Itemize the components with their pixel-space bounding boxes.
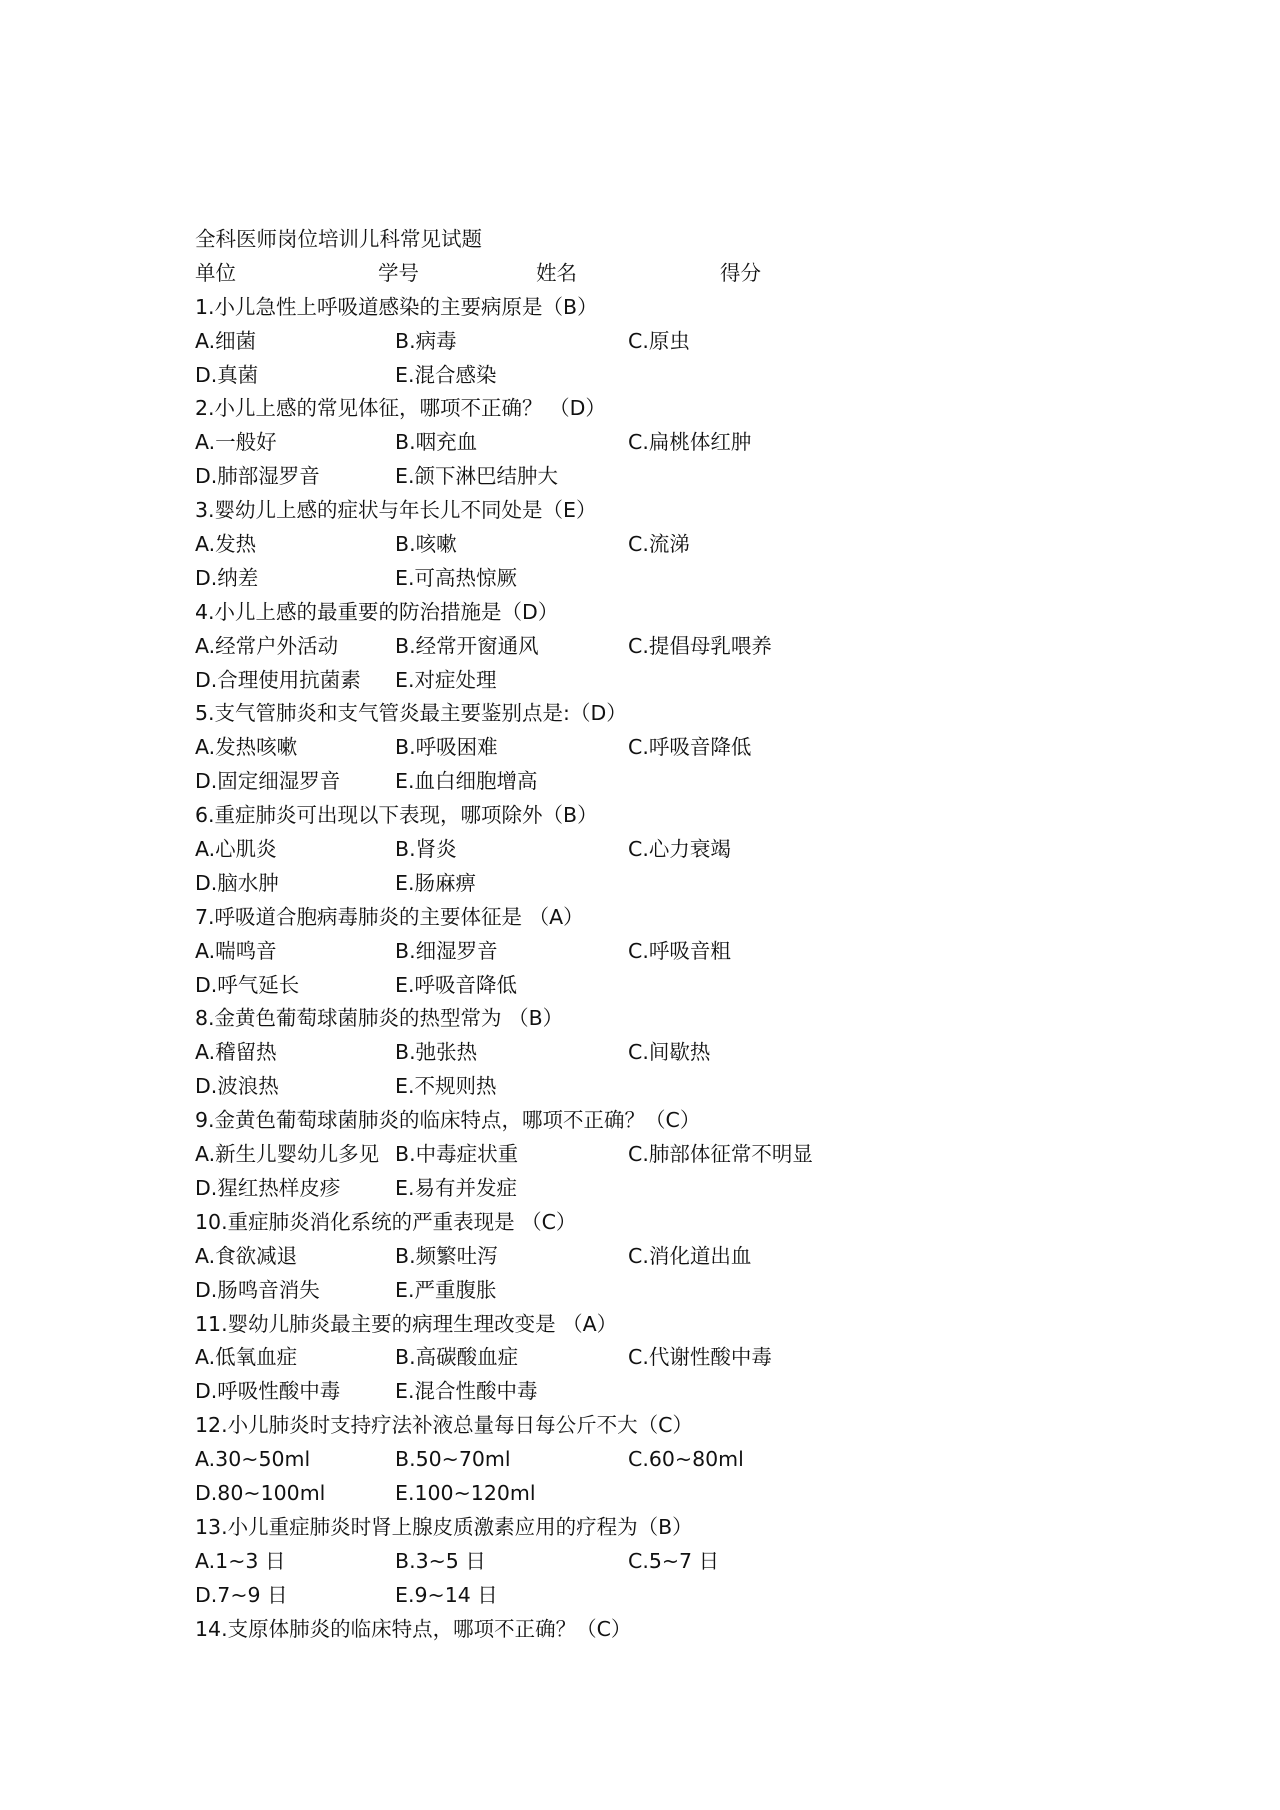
- option-item: E.混合感染: [395, 362, 497, 387]
- option-item: C.60~80ml: [628, 1447, 744, 1472]
- option-item: E.呼吸音降低: [395, 972, 517, 997]
- option-item: E.血白细胞增高: [395, 769, 538, 794]
- option-item: A.新生儿婴幼儿多见: [195, 1142, 380, 1167]
- header-field-unit: 单位: [195, 260, 236, 285]
- option-item: E.混合性酸中毒: [395, 1379, 538, 1404]
- question-text: 14.支原体肺炎的临床特点，哪项不正确？（C）: [195, 1616, 632, 1641]
- option-item: E.易有并发症: [395, 1175, 517, 1200]
- question-text: 8.金黄色葡萄球菌肺炎的热型常为 （B）: [195, 1006, 564, 1031]
- question-text: 4.小儿上感的最重要的防治措施是（D）: [195, 599, 559, 624]
- option-item: E.严重腹胀: [395, 1277, 497, 1302]
- option-row: [195, 426, 1095, 460]
- option-row: [195, 1545, 1095, 1579]
- option-row: [195, 562, 1095, 596]
- option-row: [195, 867, 1095, 901]
- question-text: 9.金黄色葡萄球菌肺炎的临床特点，哪项不正确？（C）: [195, 1108, 701, 1133]
- question-text: 13.小儿重症肺炎时肾上腺皮质激素应用的疗程为（B）: [195, 1514, 693, 1539]
- option-item: D.合理使用抗菌素: [195, 667, 361, 692]
- option-item: D.脑水肿: [195, 870, 279, 895]
- header-field-score: 得分: [720, 260, 761, 285]
- option-row: [195, 969, 1095, 1003]
- option-item: A.发热: [195, 532, 257, 557]
- option-row: [195, 1443, 1095, 1477]
- option-item: D.7~9 日: [195, 1582, 288, 1607]
- option-item: D.纳差: [195, 565, 259, 590]
- option-item: E.可高热惊厥: [395, 565, 517, 590]
- option-row: [195, 731, 1095, 765]
- option-item: A.细菌: [195, 328, 257, 353]
- option-item: E.对症处理: [395, 667, 497, 692]
- option-item: C.代谢性酸中毒: [628, 1345, 772, 1370]
- option-item: C.流涕: [628, 532, 690, 557]
- option-item: C.间歇热: [628, 1040, 711, 1065]
- option-item: C.消化道出血: [628, 1243, 752, 1268]
- option-row: [195, 1070, 1095, 1104]
- option-item: A.一般好: [195, 430, 277, 455]
- option-item: C.原虫: [628, 328, 690, 353]
- option-row: [195, 765, 1095, 799]
- header-fields: [195, 257, 1095, 291]
- option-row: [195, 1375, 1095, 1409]
- question-list: [195, 291, 1095, 1647]
- option-item: B.频繁吐泻: [395, 1243, 498, 1268]
- option-item: D.波浪热: [195, 1074, 279, 1099]
- exam-page: [195, 223, 1095, 1646]
- question-text: 2.小儿上感的常见体征，哪项不正确？ （D）: [195, 396, 606, 421]
- option-row: [195, 325, 1095, 359]
- option-item: B.50~70ml: [395, 1447, 511, 1472]
- option-item: D.猩红热样皮疹: [195, 1175, 341, 1200]
- option-item: D.呼气延长: [195, 972, 300, 997]
- option-item: E.肠麻痹: [395, 870, 476, 895]
- option-row: [195, 1341, 1095, 1375]
- option-item: B.细湿罗音: [395, 938, 498, 963]
- option-item: C.肺部体征常不明显: [628, 1142, 813, 1167]
- option-item: D.肺部湿罗音: [195, 464, 320, 489]
- option-row: [195, 1172, 1095, 1206]
- option-row: [195, 1036, 1095, 1070]
- option-row: [195, 833, 1095, 867]
- option-item: B.呼吸困难: [395, 735, 498, 760]
- option-row: [195, 460, 1095, 494]
- option-row: [195, 935, 1095, 969]
- question-text: 7.呼吸道合胞病毒肺炎的主要体征是 （A）: [195, 904, 584, 929]
- option-item: A.稽留热: [195, 1040, 277, 1065]
- document-title: 全科医师岗位培训儿科常见试题: [195, 227, 482, 251]
- option-item: C.呼吸音粗: [628, 938, 731, 963]
- option-item: B.病毒: [395, 328, 457, 353]
- option-row: [195, 1274, 1095, 1308]
- option-item: E.9~14 日: [395, 1582, 498, 1607]
- option-item: A.30~50ml: [195, 1447, 311, 1472]
- option-item: D.固定细湿罗音: [195, 769, 341, 794]
- option-row: [195, 528, 1095, 562]
- option-item: A.发热咳嗽: [195, 735, 298, 760]
- question-text: 6.重症肺炎可出现以下表现，哪项除外（B）: [195, 803, 598, 828]
- option-row: [195, 1579, 1095, 1613]
- question-text: 5.支气管肺炎和支气管炎最主要鉴别点是:（D）: [195, 701, 627, 726]
- option-item: E.100~120ml: [395, 1480, 536, 1505]
- option-item: B.弛张热: [395, 1040, 478, 1065]
- option-item: B.经常开窗通风: [395, 633, 539, 658]
- option-item: D.肠鸣音消失: [195, 1277, 320, 1302]
- option-item: A.心肌炎: [195, 837, 277, 862]
- option-row: [195, 630, 1095, 664]
- option-item: A.食欲减退: [195, 1243, 298, 1268]
- option-item: C.提倡母乳喂养: [628, 633, 772, 658]
- option-row: [195, 1477, 1095, 1511]
- option-item: A.经常户外活动: [195, 633, 339, 658]
- option-item: D.80~100ml: [195, 1480, 326, 1505]
- header-field-student-id: 学号: [378, 260, 419, 285]
- option-row: [195, 359, 1095, 393]
- option-item: D.真菌: [195, 362, 259, 387]
- option-item: B.高碳酸血症: [395, 1345, 519, 1370]
- option-item: A.低氧血症: [195, 1345, 298, 1370]
- option-item: C.呼吸音降低: [628, 735, 752, 760]
- question-text: 3.婴幼儿上感的症状与年长儿不同处是（E）: [195, 498, 597, 523]
- option-item: C.5~7 日: [628, 1548, 720, 1573]
- question-text: 10.重症肺炎消化系统的严重表现是 （C）: [195, 1209, 577, 1234]
- question-text: 1.小儿急性上呼吸道感染的主要病原是（B）: [195, 294, 598, 319]
- option-item: B.肾炎: [395, 837, 457, 862]
- option-row: [195, 1240, 1095, 1274]
- option-item: C.扁桃体红肿: [628, 430, 752, 455]
- question-text: 11.婴幼儿肺炎最主要的病理生理改变是 （A）: [195, 1311, 618, 1336]
- question-text: 12.小儿肺炎时支持疗法补液总量每日每公斤不大（C）: [195, 1413, 693, 1438]
- option-item: E.颌下淋巴结肿大: [395, 464, 558, 489]
- option-item: C.心力衰竭: [628, 837, 731, 862]
- option-item: B.3~5 日: [395, 1548, 486, 1573]
- option-item: E.不规则热: [395, 1074, 497, 1099]
- option-item: A.1~3 日: [195, 1548, 286, 1573]
- option-row: [195, 1138, 1095, 1172]
- option-item: B.咽充血: [395, 430, 478, 455]
- option-item: A.喘鸣音: [195, 938, 277, 963]
- option-item: D.呼吸性酸中毒: [195, 1379, 341, 1404]
- header-field-name: 姓名: [536, 260, 577, 285]
- option-item: B.中毒症状重: [395, 1142, 519, 1167]
- option-item: B.咳嗽: [395, 532, 457, 557]
- option-row: [195, 664, 1095, 698]
